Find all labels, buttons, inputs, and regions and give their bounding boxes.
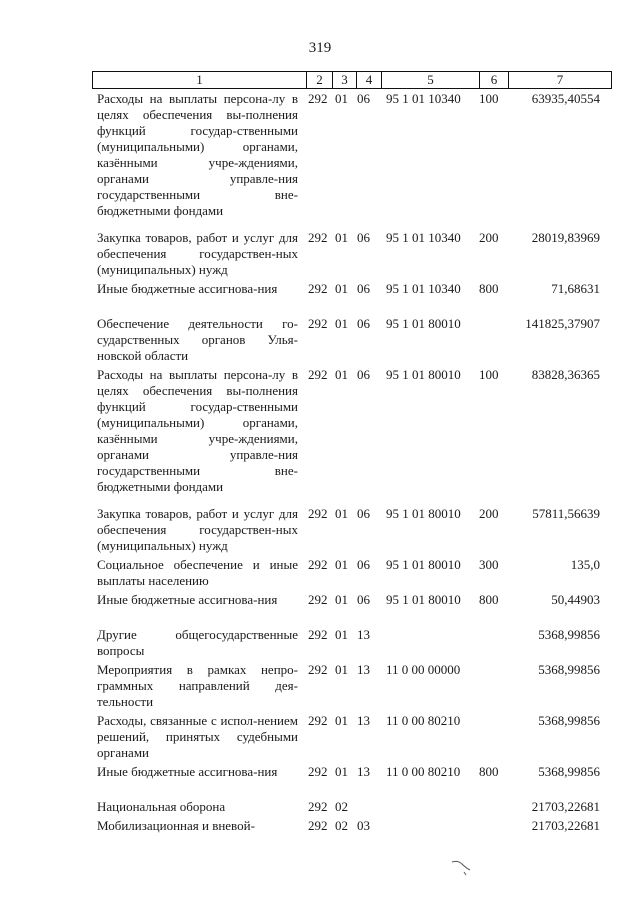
row-amount: 21703,22681 — [531, 799, 600, 814]
row-target-article: 95 1 01 10340 — [386, 281, 461, 296]
row-subsection: 03 — [357, 818, 370, 833]
row-target-article: 11 0 00 00000 — [386, 662, 461, 677]
row-description: Иные бюджетные ассигнова-ния — [97, 592, 278, 607]
table-row — [97, 316, 612, 367]
table-row — [97, 230, 612, 281]
row-amount: 21703,22681 — [531, 818, 600, 833]
row-admin-code: 292 — [308, 764, 328, 779]
row-section: 01 — [335, 764, 348, 779]
row-expense-type: 200 — [479, 506, 499, 521]
row-target-article: 95 1 01 80010 — [386, 316, 461, 331]
row-expense-type: 200 — [479, 230, 499, 245]
row-amount: 135,0 — [570, 557, 600, 572]
row-section: 01 — [335, 713, 348, 728]
row-admin-code: 292 — [308, 230, 328, 245]
table-row — [97, 713, 612, 764]
row-amount: 71,68631 — [551, 281, 600, 296]
header-col-5: 5 — [382, 72, 480, 88]
row-amount: 141825,37907 — [525, 316, 600, 331]
row-target-article: 95 1 01 10340 — [386, 91, 461, 106]
header-col-4: 4 — [357, 72, 382, 88]
row-expense-type: 800 — [479, 764, 499, 779]
row-subsection: 06 — [357, 592, 370, 607]
page-number: 319 — [308, 40, 332, 56]
row-description: Иные бюджетные ассигнова-ния — [97, 764, 278, 779]
row-description: Закупка товаров, работ и услуг для обеспечения государствен-ных (муниципальных) нужд — [97, 506, 298, 553]
row-section: 01 — [335, 557, 348, 572]
table-row — [97, 281, 612, 316]
row-subsection: 13 — [357, 713, 370, 728]
row-section: 01 — [335, 592, 348, 607]
table-header — [92, 71, 612, 89]
row-amount: 50,44903 — [551, 592, 600, 607]
row-admin-code: 292 — [308, 506, 328, 521]
table-row — [97, 367, 612, 506]
row-target-article: 11 0 00 80210 — [386, 713, 461, 728]
row-section: 02 — [335, 799, 348, 814]
row-amount: 5368,99856 — [538, 662, 600, 677]
row-admin-code: 292 — [308, 281, 328, 296]
row-target-article: 95 1 01 10340 — [386, 230, 461, 245]
row-admin-code: 292 — [308, 316, 328, 331]
pen-mark-icon — [450, 858, 472, 876]
row-amount: 83828,36365 — [531, 367, 600, 382]
row-subsection: 06 — [357, 367, 370, 382]
row-description: Национальная оборона — [97, 799, 226, 814]
table-row — [97, 764, 612, 799]
row-subsection: 13 — [357, 627, 370, 642]
row-subsection: 06 — [357, 316, 370, 331]
row-admin-code: 292 — [308, 818, 328, 833]
row-amount: 5368,99856 — [538, 627, 600, 642]
row-section: 02 — [335, 818, 348, 833]
row-amount: 5368,99856 — [538, 764, 600, 779]
row-amount: 63935,40554 — [531, 91, 600, 106]
table-row — [97, 506, 612, 557]
row-description: Расходы, связанные с испол-нением решений, принятых судебными органами — [97, 713, 298, 760]
row-section: 01 — [335, 316, 348, 331]
row-subsection: 06 — [357, 230, 370, 245]
row-target-article: 95 1 01 80010 — [386, 367, 461, 382]
row-target-article: 95 1 01 80010 — [386, 557, 461, 572]
row-subsection: 06 — [357, 557, 370, 572]
row-admin-code: 292 — [308, 592, 328, 607]
row-expense-type: 800 — [479, 592, 499, 607]
row-section: 01 — [335, 662, 348, 677]
row-subsection: 06 — [357, 281, 370, 296]
budget-table-body — [97, 91, 612, 837]
header-col-1: 1 — [93, 72, 307, 88]
row-subsection: 06 — [357, 91, 370, 106]
table-row — [97, 627, 612, 662]
row-section: 01 — [335, 281, 348, 296]
table-row — [97, 662, 612, 713]
row-admin-code: 292 — [308, 557, 328, 572]
header-col-6: 6 — [480, 72, 509, 88]
row-amount: 57811,56639 — [532, 506, 600, 521]
row-description: Иные бюджетные ассигнова-ния — [97, 281, 278, 296]
row-section: 01 — [335, 230, 348, 245]
table-row — [97, 91, 612, 230]
row-description: Другие общегосударственные вопросы — [97, 627, 298, 658]
header-col-3: 3 — [333, 72, 357, 88]
row-subsection: 13 — [357, 662, 370, 677]
row-description: Мероприятия в рамках непро-граммных направлений дея-тельности — [97, 662, 298, 709]
row-expense-type: 100 — [479, 91, 499, 106]
row-description: Закупка товаров, работ и услуг для обеспечения государствен-ных (муниципальных) нужд — [97, 230, 298, 277]
row-admin-code: 292 — [308, 799, 328, 814]
row-amount: 5368,99856 — [538, 713, 600, 728]
row-section: 01 — [335, 506, 348, 521]
row-description: Социальное обеспечение и иные выплаты населению — [97, 557, 298, 588]
row-admin-code: 292 — [308, 627, 328, 642]
row-admin-code: 292 — [308, 91, 328, 106]
row-section: 01 — [335, 627, 348, 642]
row-expense-type: 800 — [479, 281, 499, 296]
row-subsection: 06 — [357, 506, 370, 521]
row-target-article: 95 1 01 80010 — [386, 592, 461, 607]
row-admin-code: 292 — [308, 662, 328, 677]
table-row — [97, 799, 612, 818]
row-admin-code: 292 — [308, 713, 328, 728]
header-col-7: 7 — [556, 72, 564, 87]
row-expense-type: 100 — [479, 367, 499, 382]
row-description: Мобилизационная и вневой- — [97, 818, 255, 833]
row-section: 01 — [335, 367, 348, 382]
row-expense-type: 300 — [479, 557, 499, 572]
table-row — [97, 818, 612, 837]
row-amount: 28019,83969 — [531, 230, 600, 245]
row-target-article: 11 0 00 80210 — [386, 764, 461, 779]
header-col-2: 2 — [307, 72, 333, 88]
row-section: 01 — [335, 91, 348, 106]
row-admin-code: 292 — [308, 367, 328, 382]
table-row — [97, 592, 612, 627]
row-target-article: 95 1 01 80010 — [386, 506, 461, 521]
row-description: Обеспечение деятельности го-сударственных органов Улья-новской области — [97, 316, 298, 363]
row-description: Расходы на выплаты персона-лу в целях обеспечения вы-полнения функций государ-ственными (муниципальными) органами, казёнными учре-ждениями, органами управле-ния государственными вне-бюджетными фондами — [97, 367, 298, 494]
row-description: Расходы на выплаты персона-лу в целях обеспечения вы-полнения функций государ-ственными (муниципальными) органами, казёнными учре-ждениями, органами управле-ния государственными вне-бюджетными фондами — [97, 91, 298, 218]
table-row — [97, 557, 612, 592]
row-subsection: 13 — [357, 764, 370, 779]
